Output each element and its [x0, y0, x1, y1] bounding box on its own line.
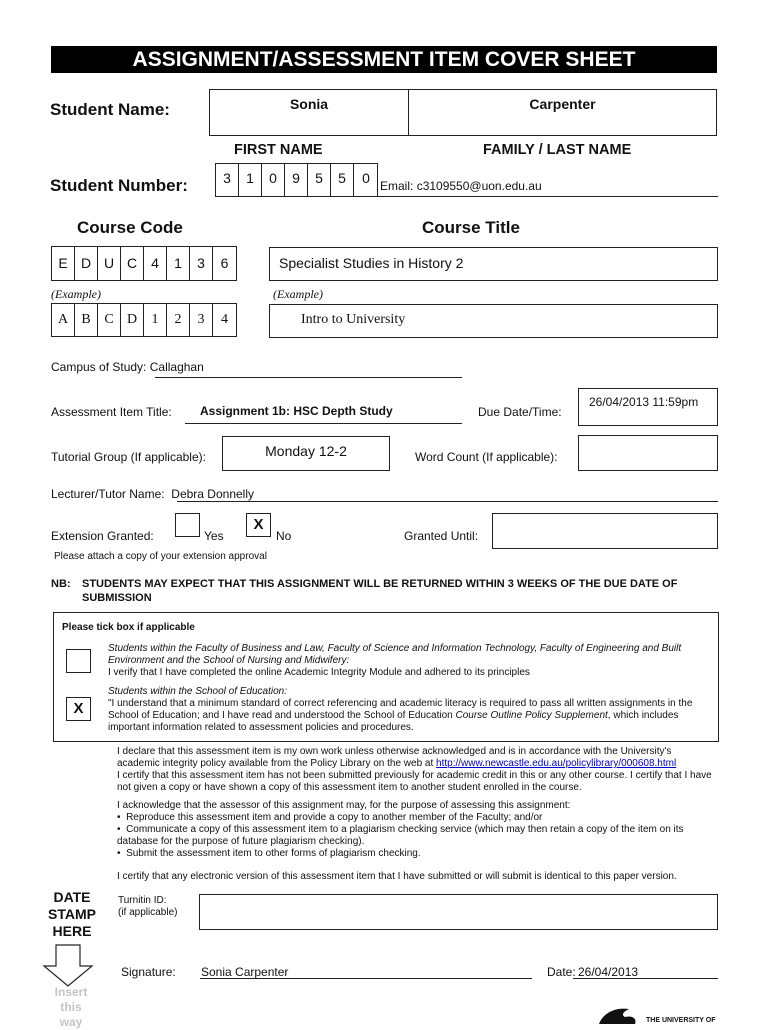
student-number-digit: 5 — [308, 164, 331, 196]
first-name-field[interactable] — [209, 89, 409, 136]
example-code-char: B — [75, 304, 98, 336]
first-name-caption: FIRST NAME — [234, 142, 323, 158]
declaration — [117, 746, 717, 883]
declaration-line1: I declare that this assessment item is my own work unless otherwise acknowledged and is in accordance with the University's — [117, 746, 672, 757]
declaration-line2: academic integrity policy available from the Policy Library on the web at — [117, 758, 437, 769]
tickbox-option1-checkbox[interactable] — [66, 649, 91, 673]
tickbox-option2 — [108, 686, 708, 734]
turnitin-sub: (if applicable) — [118, 907, 178, 918]
student-number-digit: 5 — [331, 164, 354, 196]
campus-value: Callaghan — [149, 360, 204, 374]
word-count-field[interactable] — [578, 435, 718, 471]
course-code-char: 1 — [167, 247, 190, 280]
insert-line: this — [60, 1000, 82, 1014]
example-label: (Example) — [273, 287, 323, 301]
bullet-item: • Communicate a copy of this assessment item to a plagiarism checking service (which may then retain a copy of the item on its database for the purpose of future plagiarism checking). — [117, 824, 684, 847]
acknowledge-text: I acknowledge that the assessor of this assignment may, for the purpose of assessing this assignment: — [117, 800, 571, 811]
student-number-field[interactable] — [215, 163, 378, 197]
date-stamp-line: DATE — [53, 889, 91, 905]
example-code-char: C — [98, 304, 121, 336]
email-value: c3109550@uon.edu.au — [416, 179, 542, 193]
course-code-char: E — [52, 247, 75, 280]
extension-yes-label: Yes — [204, 529, 224, 543]
bullet-text: Communicate a copy of this assessment item to a plagiarism checking service (which may then retain a copy of the item on its database for the purpose of future plagiarism checking). — [117, 824, 684, 847]
student-name-label: Student Name: — [50, 100, 170, 119]
notice-line1: STUDENTS MAY EXPECT THAT THIS ASSIGNMENT WILL BE RETURNED WITHIN 3 WEEKS OF THE DUE DATE OF — [82, 578, 678, 590]
tutorial-label: Tutorial Group (If applicable): — [51, 450, 206, 464]
granted-until-label: Granted Until: — [404, 529, 479, 543]
date-value[interactable]: 26/04/2013 — [578, 965, 639, 979]
extension-no-label: No — [276, 529, 292, 543]
course-title-label: Course Title — [422, 218, 520, 237]
course-code-field[interactable] — [51, 246, 237, 281]
electronic-text: I certify that any electronic version of this assessment item that I have submitted or will submit is identical to this paper version. — [117, 871, 677, 882]
course-code-label: Course Code — [77, 218, 183, 237]
down-arrow-icon — [42, 944, 94, 988]
course-code-char: 6 — [220, 255, 229, 271]
example-title-field — [269, 304, 718, 338]
signature-value[interactable]: Sonia Carpenter — [201, 965, 289, 979]
insert-this-way — [46, 985, 96, 1030]
notice-line2: SUBMISSION — [82, 592, 152, 604]
university-crest-icon — [595, 1005, 640, 1024]
tickbox-heading: Please tick box if applicable — [62, 622, 195, 633]
bullet-text: Submit the assessment item to other forms of plagiarism checking. — [126, 848, 421, 859]
course-code-char: D — [75, 247, 98, 280]
example-title-value: Intro to University — [301, 312, 406, 327]
example-code-char: 4 — [221, 312, 228, 327]
course-code-char: C — [121, 247, 144, 280]
university-logo-text: THE UNIVERSITY OF — [646, 1017, 716, 1024]
date-underline — [573, 978, 718, 979]
policy-link[interactable]: http://www.newcastle.edu.au/policylibrary/000608.html — [436, 758, 677, 769]
option1-heading: Students within the Faculty of Business and Law, Faculty of Science and Information Technology, Faculty of Engineering and Built Environment and the School of Nursing and Midwifery: — [108, 643, 682, 666]
bullet-list — [117, 812, 717, 860]
student-number-digit: 3 — [216, 164, 239, 196]
course-code-char: 3 — [190, 247, 213, 280]
page-title: ASSIGNMENT/ASSESSMENT ITEM COVER SHEET — [51, 46, 717, 73]
date-stamp-label — [40, 889, 104, 940]
extension-note: Please attach a copy of your extension approval — [54, 551, 267, 562]
option2-text-a: "I understand that a minimum standard of correct referencing and academic literacy is required to pass all written assignments in the School of Education; and I have read and understood the School of Education — [108, 698, 693, 721]
student-number-digit: 9 — [285, 164, 308, 196]
lecturer-label: Lecturer/Tutor Name: — [51, 487, 165, 501]
item-title-value[interactable]: Assignment 1b: HSC Depth Study — [200, 404, 393, 418]
extension-no-checkbox[interactable]: X — [246, 513, 271, 537]
declaration-line3: I certify that this assessment item has not been submitted previously for academic credit in this or any other course. I certify that I have not given a copy or have shown a copy of this assessment item to another student enrolled in the course. — [117, 770, 712, 793]
example-code-char: A — [52, 304, 75, 336]
course-code-char: 4 — [144, 247, 167, 280]
last-name-value: Carpenter — [529, 96, 596, 112]
option1-text: I verify that I have completed the online Academic Integrity Module and adhered to its principles — [108, 667, 530, 678]
student-number-digit: 1 — [239, 164, 262, 196]
example-code-char: D — [121, 304, 144, 336]
bullet-item: • Submit the assessment item to other forms of plagiarism checking. — [117, 848, 421, 859]
student-number-label: Student Number: — [50, 176, 188, 195]
turnitin-field[interactable] — [199, 894, 718, 930]
return-notice — [51, 577, 721, 605]
word-count-label: Word Count (If applicable): — [415, 450, 558, 464]
email-label: Email: — [380, 179, 414, 193]
tutorial-value: Monday 12-2 — [265, 443, 347, 459]
date-stamp-line: STAMP — [48, 906, 96, 922]
date-label: Date: — [547, 965, 576, 979]
extension-yes-checkbox[interactable] — [175, 513, 200, 537]
first-name-value: Sonia — [289, 96, 329, 112]
due-label: Due Date/Time: — [478, 405, 562, 419]
email-field[interactable] — [380, 179, 542, 193]
tickbox-option1 — [108, 643, 708, 679]
bullet-item: • Reproduce this assessment item and provide a copy to another member of the Faculty; and/or — [117, 812, 543, 823]
course-title-value: Specialist Studies in History 2 — [279, 255, 464, 271]
example-code-char: 3 — [190, 304, 213, 336]
example-code-char: 2 — [167, 304, 190, 336]
signature-label: Signature: — [121, 965, 176, 979]
example-label: (Example) — [51, 287, 101, 301]
insert-line: Insert — [54, 985, 88, 999]
option2-text — [108, 698, 708, 734]
lecturer-field[interactable] — [51, 487, 254, 501]
campus-field[interactable] — [51, 360, 204, 374]
granted-until-field[interactable] — [492, 513, 718, 549]
item-title-label: Assessment Item Title: — [51, 405, 172, 419]
item-title-underline — [185, 423, 462, 424]
signature-underline — [200, 978, 532, 979]
last-name-field[interactable] — [408, 89, 717, 136]
extension-label: Extension Granted: — [51, 529, 154, 543]
campus-underline — [155, 377, 462, 378]
campus-label: Campus of Study: — [51, 360, 147, 374]
student-number-digit: 0 — [362, 170, 370, 186]
lecturer-value: Debra Donnelly — [171, 487, 254, 501]
turnitin-label: Turnitin ID: — [118, 895, 167, 906]
tickbox-panel — [53, 612, 719, 742]
option2-heading: Students within the School of Education: — [108, 686, 288, 697]
due-date-value: 26/04/2013 11:59pm — [589, 395, 699, 409]
date-stamp-line: HERE — [52, 923, 92, 939]
due-date-field[interactable] — [578, 388, 718, 426]
example-code-char: 1 — [144, 304, 167, 336]
email-underline — [378, 196, 718, 197]
bullet-text: Reproduce this assessment item and provide a copy to another member of the Faculty; and/or — [126, 812, 543, 823]
tutorial-field[interactable] — [222, 436, 390, 471]
last-name-caption: FAMILY / LAST NAME — [483, 142, 632, 158]
course-code-char: U — [98, 247, 121, 280]
course-title-field[interactable] — [269, 247, 718, 281]
option2-text-b: , which includes important information related to assessment policies and procedures. — [108, 710, 679, 733]
tickbox-option2-checkbox[interactable]: X — [66, 697, 91, 721]
example-code-field — [51, 303, 237, 337]
insert-line: way — [59, 1015, 83, 1029]
lecturer-underline — [177, 501, 718, 502]
nb-label: NB: — [51, 578, 71, 590]
student-number-digit: 0 — [262, 164, 285, 196]
option2-text-em: Course Outline Policy Supplement — [455, 710, 608, 721]
